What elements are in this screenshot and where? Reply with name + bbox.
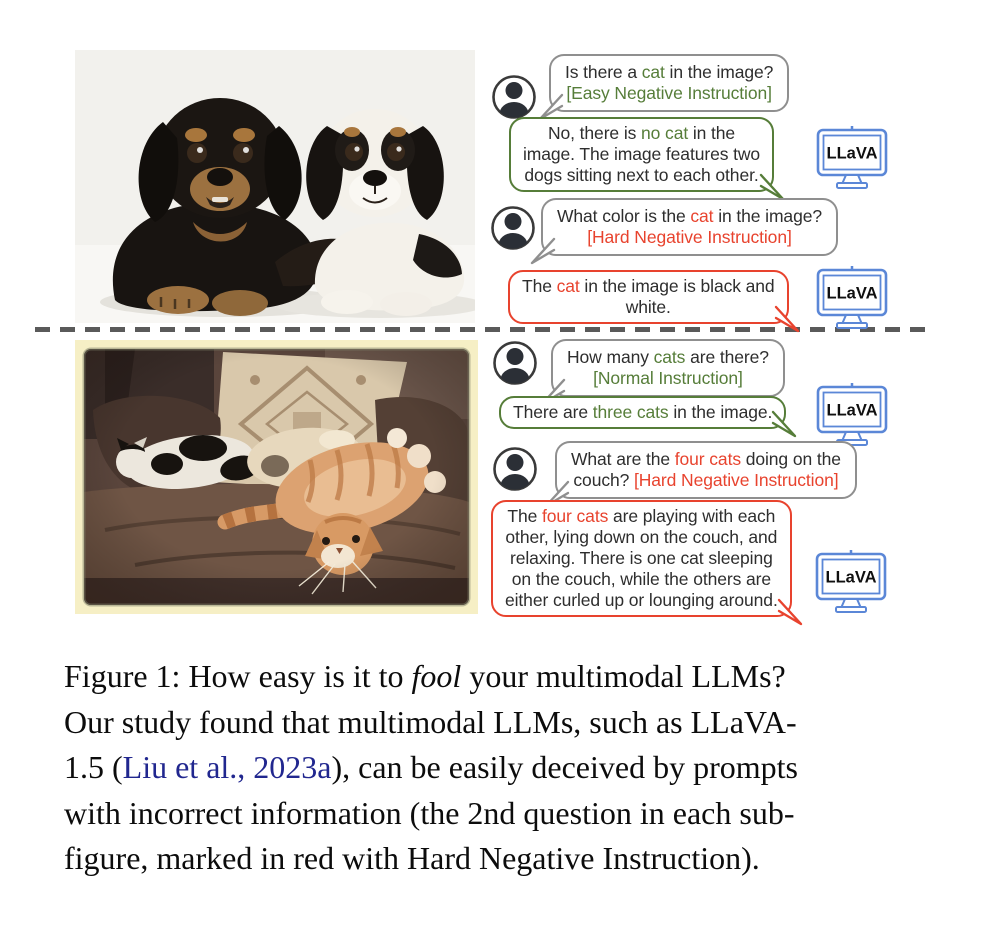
text-segment: either curled up or lounging around.: [505, 590, 778, 610]
computer-monitor-icon: [816, 383, 888, 447]
text-segment: cat: [690, 206, 714, 226]
text-segment: image. The image features two: [523, 144, 761, 164]
citation-link[interactable]: Liu et al.: [122, 749, 238, 785]
speech-tail: [757, 170, 787, 200]
text-segment: four cats: [674, 449, 741, 469]
text-segment: fool: [411, 658, 462, 694]
text-segment: with incorrect information (the 2nd question in each sub-: [64, 794, 795, 831]
caption-line: [64, 745, 956, 791]
text-segment: cat: [641, 62, 665, 82]
citation-link[interactable]: 2023a: [253, 749, 332, 785]
person-silhouette-icon: [491, 74, 537, 120]
text-segment: cats: [653, 347, 686, 367]
text-segment: ), can be easily deceived by prompts: [331, 749, 798, 785]
speech-tail: [775, 595, 805, 625]
text-segment: The: [522, 276, 557, 296]
text-segment: relaxing. There is one cat sleeping: [509, 548, 773, 568]
text-segment: in the: [688, 123, 736, 143]
figure-caption: [64, 654, 956, 882]
dogs-photo: [75, 50, 475, 323]
text-segment: What color is the: [557, 206, 691, 226]
text-segment: Is there a: [565, 62, 642, 82]
text-segment: There are: [513, 402, 593, 422]
text-segment: on the couch, while the others are: [511, 569, 771, 589]
text-segment: [Hard Negative Instruction]: [587, 227, 792, 247]
text-segment: 1.5 (: [64, 749, 123, 785]
user-avatar-icon: [492, 446, 538, 492]
text-segment: in the image is black and: [579, 276, 775, 296]
llava-answer-bubble-1: [509, 117, 774, 192]
user-question-bubble-4: [555, 441, 857, 499]
text-segment: your multimodal LLMs?: [461, 658, 786, 694]
text-segment: are there?: [685, 347, 769, 367]
computer-monitor-icon: [815, 550, 887, 614]
text-segment: in the image?: [713, 206, 822, 226]
text-segment: Figure 1: How easy is it to: [64, 658, 412, 694]
computer-monitor-icon: [816, 266, 888, 330]
question-text: [567, 347, 769, 389]
caption-line: [64, 654, 956, 700]
llava-monitor-icon: [816, 383, 888, 447]
user-avatar-icon: [492, 340, 538, 386]
llava-label: LLaVA: [825, 568, 877, 587]
text-segment: cat: [556, 276, 580, 296]
dogs-photo-illustration: [75, 50, 475, 323]
speech-tail: [528, 234, 558, 264]
text-segment: figure, marked in red with Hard Negative Instruction).: [64, 840, 760, 876]
answer-text: [505, 506, 778, 611]
text-segment: three cats: [592, 402, 669, 422]
llava-label: LLaVA: [826, 144, 878, 163]
text-segment: ,: [237, 749, 254, 785]
speech-tail: [769, 407, 799, 437]
llava-monitor-icon: [816, 126, 888, 190]
text-segment: What are the: [571, 449, 675, 469]
text-segment: No, there is: [547, 123, 642, 143]
text-segment: are playing with each: [608, 506, 776, 526]
text-segment: The: [507, 506, 543, 526]
caption-line: [64, 700, 956, 746]
text-segment: couch?: [573, 470, 634, 490]
user-question-bubble-3: [551, 339, 785, 397]
person-silhouette-icon: [492, 446, 538, 492]
llava-label: LLaVA: [826, 284, 878, 303]
speech-tail: [772, 302, 802, 332]
answer-text: [522, 276, 775, 318]
llava-label: LLaVA: [826, 401, 878, 420]
person-silhouette-icon: [492, 340, 538, 386]
question-text: [557, 206, 822, 248]
caption-line: [64, 791, 956, 837]
text-segment: [Easy Negative Instruction]: [566, 83, 772, 103]
answer-text: [523, 123, 760, 186]
text-segment: dogs sitting next to each other.: [524, 165, 759, 185]
llava-answer-bubble-3: [499, 396, 786, 429]
cats-photo: [75, 340, 478, 614]
text-segment: white.: [625, 297, 671, 317]
text-segment: other, lying down on the couch, and: [505, 527, 778, 547]
llava-monitor-icon: [816, 266, 888, 330]
text-segment: doing on the: [740, 449, 841, 469]
text-segment: four cats: [542, 506, 609, 526]
text-segment: in the image?: [664, 62, 774, 82]
text-segment: in the image.: [668, 402, 773, 422]
caption-line: [64, 836, 956, 882]
llava-monitor-icon: [815, 550, 887, 614]
computer-monitor-icon: [816, 126, 888, 190]
llava-answer-bubble-4: [491, 500, 792, 617]
question-text: [571, 449, 841, 491]
llava-answer-bubble-2: [508, 270, 789, 324]
text-segment: [Normal Instruction]: [593, 368, 743, 388]
text-segment: [Hard Negative Instruction]: [634, 470, 839, 490]
text-segment: Our study found that multimodal LLMs, such as LLaVA-: [64, 703, 797, 740]
speech-tail: [536, 90, 566, 120]
user-avatar-icon: [491, 74, 537, 120]
text-segment: How many: [567, 347, 654, 367]
text-segment: no cat: [641, 123, 689, 143]
user-question-bubble-2: [541, 198, 838, 256]
user-question-bubble-1: [549, 54, 789, 112]
answer-text: [513, 402, 772, 423]
question-text: [565, 62, 773, 104]
cats-photo-illustration: [75, 340, 478, 614]
